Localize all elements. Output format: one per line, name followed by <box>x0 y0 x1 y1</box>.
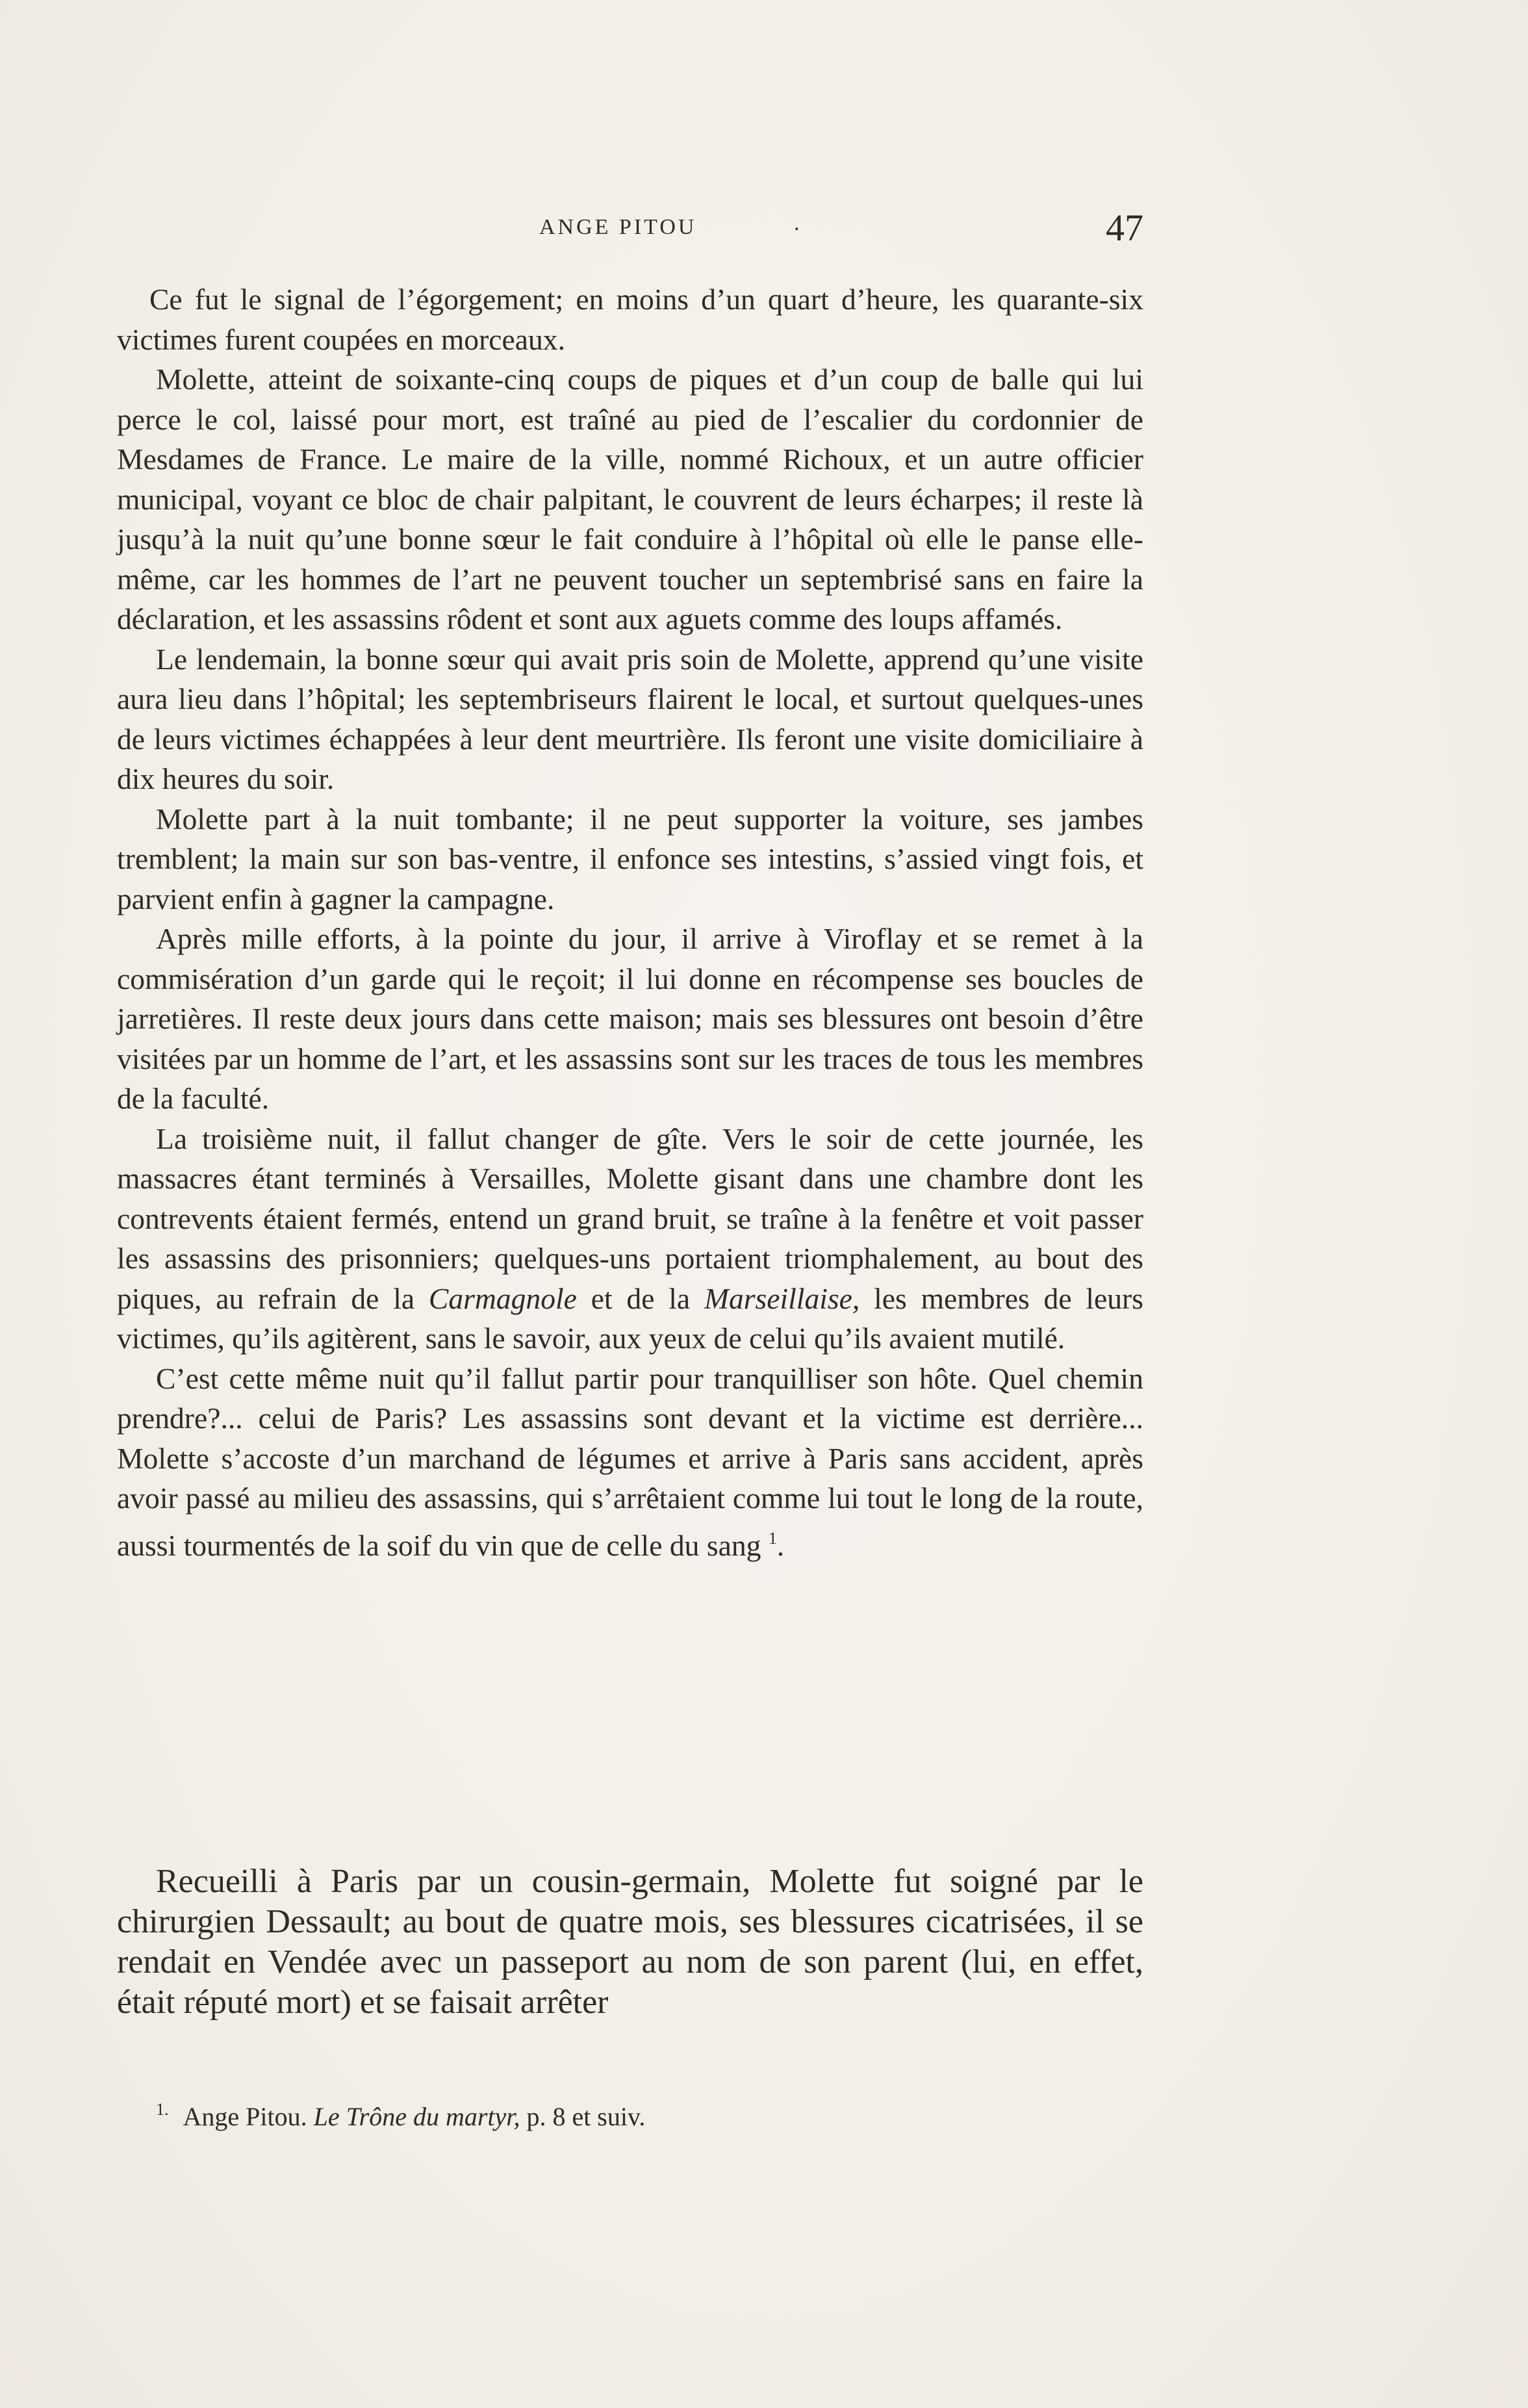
marseillaise-title: Marseillaise, <box>704 1281 860 1315</box>
paragraph-7-text: C’est cette même nuit qu’il fallut partir pour tranquilliser son hôte. Quel chemin prendre?... celui de Paris? Les assassins sont devant et la victime est derrière... Molette s’accoste d’un marchand de légumes et arrive à Paris sans accident, après avoir passé au milieu des assassins, qui s’arrêtaient comme lui tout le long de la route, aussi tourmentés de la soif du vin que de celle du sang <box>117 1361 1143 1562</box>
header-separator: . <box>794 211 800 235</box>
carmagnole-title: Carmagnole <box>428 1281 577 1315</box>
paragraph-1: Ce fut le signal de l’égorgement; en moins d’un quart d’heure, les quarante-six victimes furent coupées en morceaux. <box>117 283 1143 356</box>
page-number: 47 <box>1106 207 1143 249</box>
paragraph-2: Molette, atteint de soixante-cinq coups de piques et d’un coup de balle qui lui perce le col, laissé pour mort, est traîné au pied de l’escalier du cordonnier de Mesdames de France. Le maire de la ville, nommé Richoux, et un autre officier municipal, voyant ce bloc de chair palpitant, le couvrent de leurs écharpes; il reste là jusqu’à la nuit qu’une bonne sœur le fait conduire à l’hôpital où elle le panse elle-même, car les hommes de l’art ne peuvent toucher un septembrisé sans en faire la déclaration, et les assassins rôdent et sont aux aguets comme des loups affamés. <box>117 363 1143 635</box>
large-paragraph: Recueilli à Paris par un cousin-germain, Molette fut soigné par le chirurgien Dessault; au bout de quatre mois, ses blessures cicatrisées, il se rendait en Vendée avec un passeport au nom de son parent (lui, en effet, était réputé mort) et se faisait arrêter <box>117 1863 1143 2021</box>
paragraph-3: Le lendemain, la bonne sœur qui avait pris soin de Molette, apprend qu’une visite aura lieu dans l’hôpital; les septembriseurs flairent le local, et surtout quelques-unes de leurs victimes échappées à leur dent meurtrière. Ils feront une visite domiciliaire à dix heures du soir. <box>117 642 1143 795</box>
paragraph-5: Après mille efforts, à la pointe du jour, il arrive à Viroflay et se remet à la commisération d’un garde qui le reçoit; il lui donne en récompense ses boucles de jarretières. Il reste deux jours dans cette maison; mais ses blessures ont besoin d’être visitées par un homme de l’art, et les assassins sont sur les traces de tous les membres de la faculté. <box>117 922 1143 1115</box>
paragraph-7-end: . <box>776 1528 785 1562</box>
running-title: ANGE PITOU <box>539 215 697 239</box>
main-text <box>117 279 1143 1565</box>
large-text-block <box>117 1862 1143 2023</box>
paragraph-6 <box>117 1119 1143 1359</box>
paragraph-6-part-1: La troisième nuit, il fallut changer de gîte. Vers le soir de cette journée, les massacres étant terminés à Versailles, Molette gisant dans une chambre dont les contrevents étaient fermés, entend un grand bruit, se traîne à la fenêtre et voit passer les assassins des prisonniers; quelques-uns portaient triomphalement, au bout des piques, au refrain de la <box>117 1121 1143 1315</box>
footnote-reference: 1 <box>768 1528 777 1548</box>
footnote-pages: p. 8 et suiv. <box>526 2102 646 2131</box>
paragraph-6-part-3: les membres de leurs victimes, qu’ils agitèrent, sans le savoir, aux yeux de celui qu’ils avaient mutilé. <box>117 1281 1143 1355</box>
running-header <box>149 207 1143 250</box>
footnote-work-title: Le Trône du martyr, <box>313 2102 520 2131</box>
footnote-number: 1. <box>156 2100 169 2119</box>
paragraph-4: Molette part à la nuit tombante; il ne peut supporter la voiture, ses jambes tremblent; la main sur son bas-ventre, il enfonce ses intestins, s’assied vingt fois, et parvient enfin à gagner la campagne. <box>117 802 1143 916</box>
paragraph-6-part-2: et de la <box>591 1281 691 1315</box>
paragraph-7 <box>117 1359 1143 1566</box>
footnote-author: Ange Pitou. <box>183 2102 307 2131</box>
footnote <box>156 2094 1130 2133</box>
